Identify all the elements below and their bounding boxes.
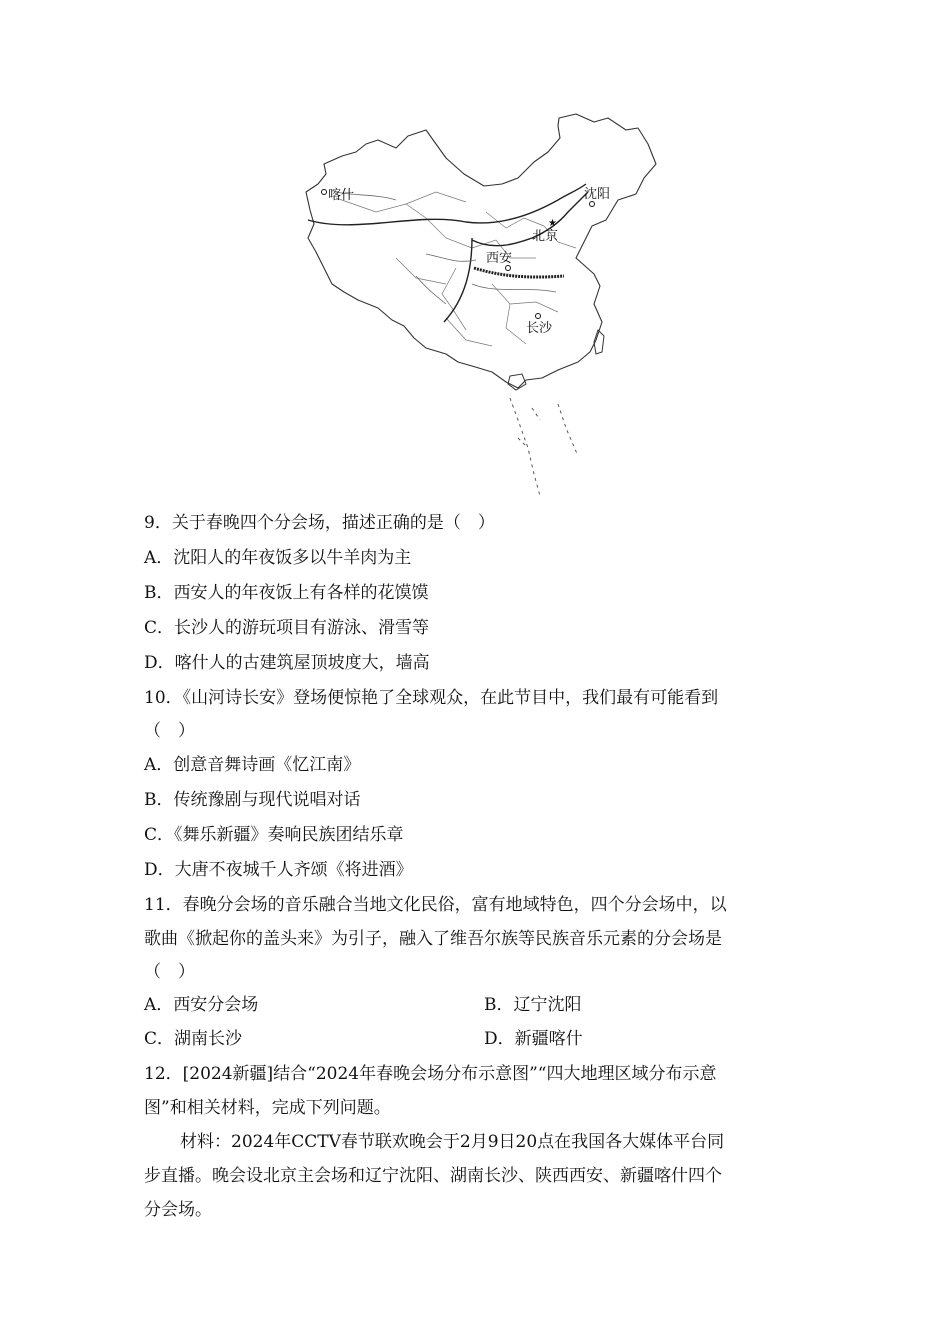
q11-stem-line2: 歌曲《掀起你的盖头来》为引子，融入了维吾尔族等民族音乐元素的分会场是	[144, 929, 722, 949]
q12-material-line1: 材料：2024年CCTV春节联欢晚会于2月9日20点在我国各大媒体平台同	[180, 1132, 725, 1152]
q9-stem: 9．关于春晚四个分会场，描述正确的是（ ）	[144, 513, 495, 533]
q10-stem-line1: 10．《山河诗长安》登场便惊艳了全球观众，在此节目中，我们最有可能看到	[144, 688, 719, 708]
country-outline	[306, 114, 656, 388]
q11-option-c: C．湖南长沙	[144, 1029, 243, 1049]
kashgar-label: 喀什	[328, 188, 355, 203]
qinling-huaihe-line	[474, 268, 564, 277]
q9-option-b: B．西安人的年夜饭上有各样的花馍馍	[144, 583, 429, 603]
south-sea-islands	[510, 398, 578, 496]
city-beijing	[532, 218, 558, 244]
q10-option-c: C．《舞乐新疆》奏响民族团结乐章	[144, 825, 404, 845]
q11-stem-line3: （ ）	[144, 962, 195, 982]
q10-option-d: D．大唐不夜城千人齐颂《将进酒》	[144, 860, 413, 880]
q11-stem-line1: 11．春晚分会场的音乐融合当地文化民俗，富有地域特色，四个分会场中，以	[144, 895, 727, 915]
q11-option-d: D．新疆喀什	[484, 1029, 583, 1049]
q10-stem-line2: （ ）	[144, 721, 195, 741]
beijing-star: ★	[548, 218, 557, 229]
region-boundary-east	[472, 192, 588, 246]
changsha-label: 长沙	[526, 321, 553, 336]
city-kashgar	[322, 187, 355, 203]
q9-option-d: D．喀什人的古建筑屋顶坡度大，墙高	[144, 653, 430, 673]
q10-option-b: B．传统豫剧与现代说唱对话	[144, 790, 361, 810]
q9-option-a: A．沈阳人的年夜饭多以牛羊肉为主	[144, 548, 412, 568]
q12-stem-line1: 12．[2024新疆]结合“2024年春晚会场分布示意图”“四大地理区域分布示意	[144, 1064, 717, 1084]
xian-label: 西安	[486, 251, 513, 266]
beijing-label: 北京	[532, 229, 559, 244]
q12-material-line3: 分会场。	[144, 1200, 212, 1220]
region-boundary-qinghai	[444, 238, 472, 322]
q12-stem-line2: 图”和相关材料，完成下列问题。	[144, 1098, 391, 1118]
city-xian	[486, 250, 512, 271]
q10-option-a: A．创意音舞诗画《忆江南》	[144, 755, 361, 775]
q11-option-b: B．辽宁沈阳	[484, 995, 582, 1015]
q9-option-c: C．长沙人的游玩项目有游泳、滑雪等	[144, 618, 430, 638]
q12-material-line2: 步直播。晚会设北京主会场和辽宁沈阳、湖南长沙、陕西西安、新疆喀什四个	[144, 1166, 722, 1186]
q11-option-a: A．西安分会场	[144, 995, 259, 1015]
shenyang-label: 沈阳	[584, 187, 611, 202]
city-changsha	[526, 314, 553, 337]
china-map	[296, 108, 676, 503]
city-shenyang	[584, 186, 610, 207]
